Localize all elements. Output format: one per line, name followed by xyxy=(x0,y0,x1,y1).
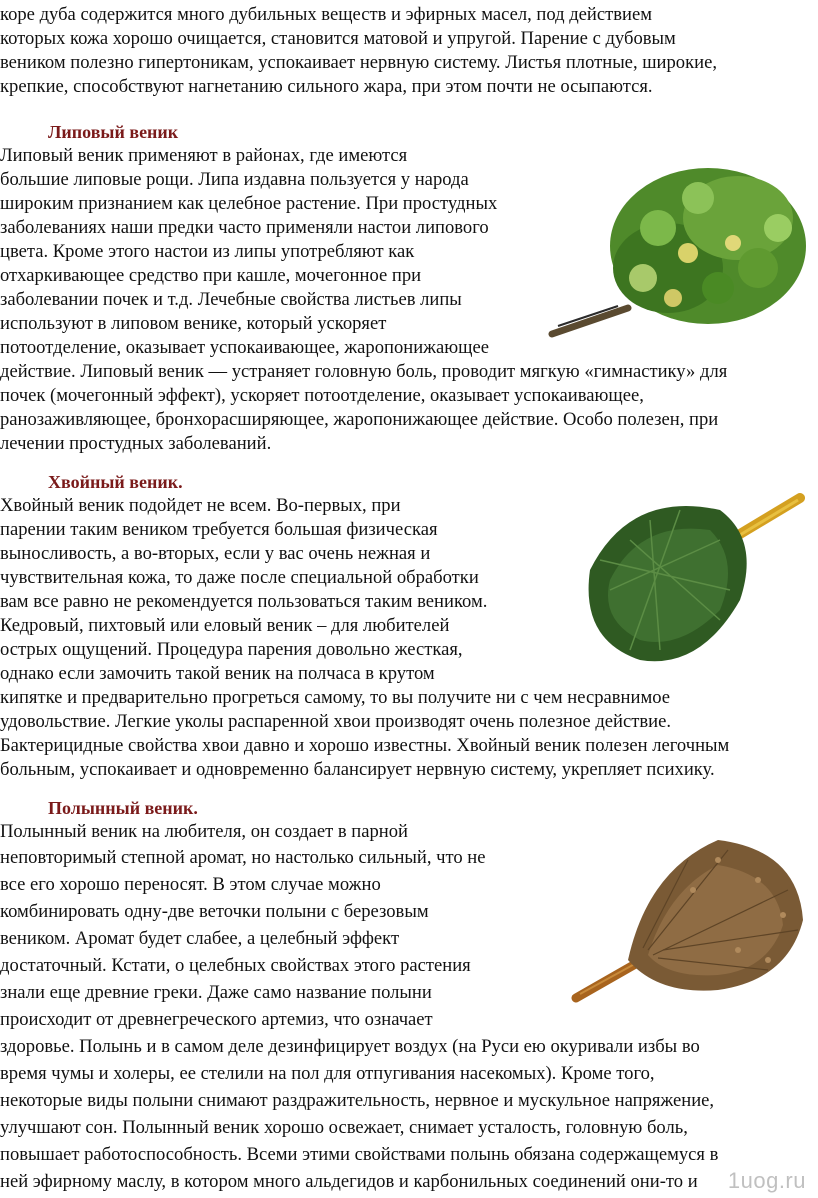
intro-line: которых кожа хорошо очищается, становится матовой и упругой. Парение с дубовым xyxy=(0,28,676,49)
conifer-line: выносливость, а во-вторых, если у вас очень нежная и xyxy=(0,543,431,564)
conifer-broom-image xyxy=(570,480,805,670)
intro-line: крепкие, способствуют нагнетанию сильного жара, при этом почти не осыпаются. xyxy=(0,76,653,97)
linden-line: отхаркивающее средство при кашле, мочегонное при xyxy=(0,265,422,286)
watermark: 1uog.ru xyxy=(727,1168,806,1193)
linden-line: потоотделение, оказывает успокаивающее, жаропонижающее xyxy=(0,337,489,358)
linden-line: большие липовые рощи. Липа издавна пользуется у народа xyxy=(0,169,469,190)
linden-line: лечении простудных заболеваний. xyxy=(0,433,272,454)
conifer-line: удовольствие. Легкие уколы распаренной хвои производят очень полезное действие. xyxy=(0,711,671,732)
conifer-line: Бактерицидные свойства хвои давно и хорошо известны. Хвойный веник полезен легочным xyxy=(0,735,730,756)
wormwood-broom-image xyxy=(568,830,808,1010)
linden-line: действие. Липовый веник — устраняет головную боль, проводит мягкую «гимнастику» для xyxy=(0,361,728,382)
linden-line: заболевании почек и т.д. Лечебные свойства листьев липы xyxy=(0,289,462,310)
wormwood-line: улучшают сон. Полынный веник хорошо освежает, снимает усталость, головную боль, xyxy=(0,1117,688,1138)
wormwood-line: веником. Аромат будет слабее, а целебный эффект xyxy=(0,928,400,949)
linden-line: цвета. Кроме этого настои из липы употребляют как xyxy=(0,241,415,262)
intro-line: веником полезно гипертоникам, успокаивает нервную систему. Листья плотные, широкие, xyxy=(0,52,717,73)
wormwood-line: происходит от древнегреческого артемиз, что означает xyxy=(0,1009,433,1030)
conifer-line: Хвойный веник подойдет не всем. Во-первых, при xyxy=(0,495,401,516)
conifer-line: кипятке и предварительно прогреться самому, то вы получите ни с чем несравнимое xyxy=(0,687,671,708)
linden-broom-image xyxy=(548,158,810,348)
wormwood-line: достаточный. Кстати, о целебных свойствах этого растения xyxy=(0,955,471,976)
conifer-heading: Хвойный веник. xyxy=(48,472,183,492)
linden-line: заболеваниях наши предки часто применяли настои липового xyxy=(0,217,489,238)
wormwood-line: комбинировать одну-две веточки полыни с березовым xyxy=(0,901,429,922)
wormwood-line: все его хорошо переносят. В этом случае можно xyxy=(0,874,381,895)
wormwood-line: Полынный веник на любителя, он создает в парной xyxy=(0,821,409,842)
linden-heading: Липовый веник xyxy=(48,122,179,142)
conifer-line: острых ощущений. Процедура парения довольно жесткая, xyxy=(0,639,463,660)
intro-line: коре дуба содержится много дубильных веществ и эфирных масел, под действием xyxy=(0,4,653,25)
wormwood-line: здоровье. Полынь и в самом деле дезинфицирует воздух (на Руси ею окуривали избы во xyxy=(0,1036,700,1057)
linden-line: используют в липовом венике, который ускоряет xyxy=(0,313,387,334)
wormwood-line: повышает работоспособность. Всеми этими свойствами полынь обязана содержащемуся в xyxy=(0,1144,719,1165)
wormwood-line: некоторые виды полыни снимают раздражительность, нервное и мускульное напряжение, xyxy=(0,1090,715,1111)
conifer-line: Кедровый, пихтовый или еловый веник – для любителей xyxy=(0,615,450,636)
conifer-line: чувствительная кожа, то даже после специальной обработки xyxy=(0,567,479,588)
wormwood-line: ней эфирному маслу, в котором много альдегидов и карбонильных соединений они-то и xyxy=(0,1171,698,1192)
linden-line: почек (мочегонный эффект), ускоряет потоотделение, оказывает успокаивающее, xyxy=(0,385,644,406)
wormwood-line: время чумы и холеры, ее стелили на пол для отпугивания насекомых). Кроме того, xyxy=(0,1063,655,1084)
conifer-line: больным, успокаивает и одновременно балансирует нервную систему, укрепляет психику. xyxy=(0,759,715,780)
linden-line: широким признанием как целебное растение. При простудных xyxy=(0,193,498,214)
conifer-line: вам все равно не рекомендуется пользоваться таким веником. xyxy=(0,591,488,612)
conifer-line: однако если замочить такой веник на полчаса в крутом xyxy=(0,663,435,684)
linden-line: Липовый веник применяют в районах, где имеются xyxy=(0,145,408,166)
conifer-line: парении таким веником требуется большая физическая xyxy=(0,519,438,540)
wormwood-heading: Полынный веник. xyxy=(48,798,198,818)
wormwood-line: неповторимый степной аромат, но настолько сильный, что не xyxy=(0,847,486,868)
linden-line: ранозаживляющее, бронхорасширяющее, жаропонижающее действие. Особо полезен, при xyxy=(0,409,719,430)
wormwood-line: знали еще древние греки. Даже само название полыни xyxy=(0,982,432,1003)
